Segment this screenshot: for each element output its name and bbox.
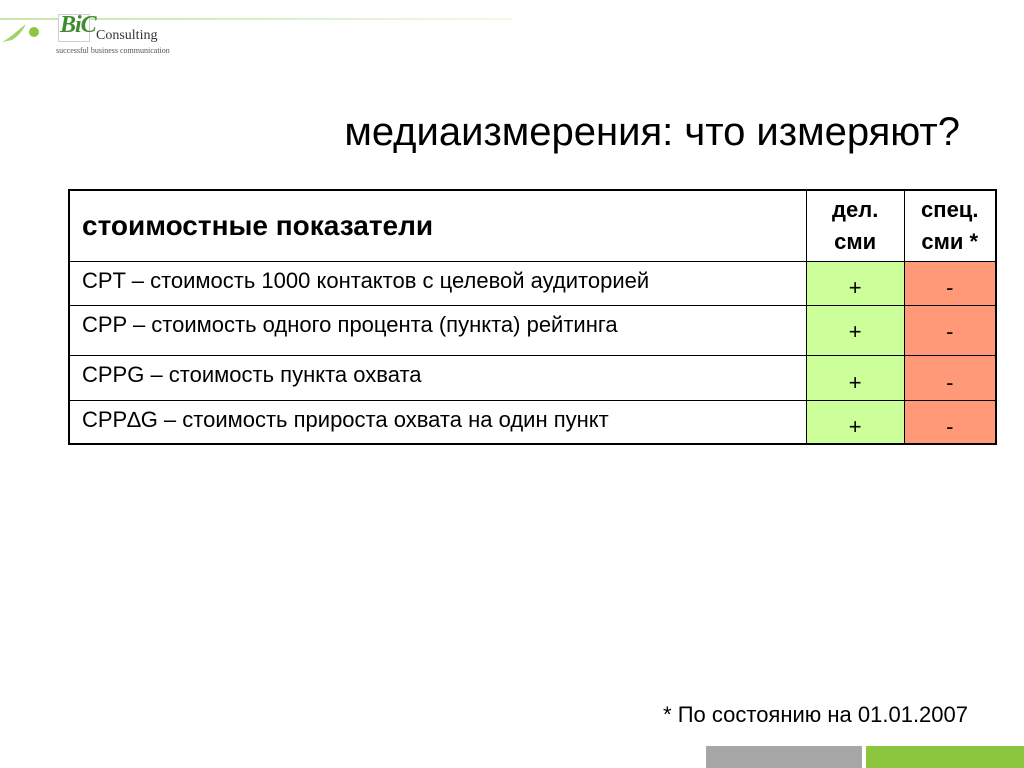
row-business-media-value: +	[806, 305, 904, 355]
table-row	[69, 355, 996, 400]
row-business-media-value: +	[806, 355, 904, 400]
table-row	[69, 400, 996, 444]
footnote: * По состоянию на 01.01.2007	[663, 702, 968, 727]
row-label: CPPG – стоимость пункта охвата	[69, 355, 806, 400]
footer-green-bar	[866, 746, 1024, 768]
table-header-business-media	[806, 190, 904, 261]
row-label: CPP – стоимость одного процента (пункта) рейтинга	[69, 305, 806, 355]
row-special-media-value: -	[904, 305, 996, 355]
row-label: CPT – стоимость 1000 контактов с целевой аудиторией	[69, 261, 806, 305]
header-col-b-line2: сми *	[921, 228, 979, 254]
logo-mark: BiC	[60, 12, 96, 38]
row-business-media-value: +	[806, 261, 904, 305]
slide-title: медиаизмерения: что измеряют?	[344, 110, 960, 154]
logo-tagline: successful business communication	[56, 46, 170, 55]
row-special-media-value: -	[904, 400, 996, 444]
company-logo	[0, 0, 520, 70]
row-special-media-value: -	[904, 355, 996, 400]
header-col-a-line1: дел.	[832, 196, 879, 222]
cost-metrics-table	[68, 189, 997, 445]
row-label: CPP∆G – стоимость прироста охвата на один пункт	[69, 400, 806, 444]
logo-swoosh-icon	[0, 20, 40, 46]
table-header-title: стоимостные показатели	[69, 190, 806, 261]
table-header-row	[69, 190, 996, 261]
table-header-special-media	[904, 190, 996, 261]
table-row	[69, 305, 996, 355]
header-col-a-line2: сми	[834, 228, 877, 254]
row-business-media-value: +	[806, 400, 904, 444]
row-special-media-value: -	[904, 261, 996, 305]
header-col-b-line1: спец.	[921, 196, 979, 222]
logo-company-name: Consulting	[96, 28, 158, 43]
footer-gray-bar	[706, 746, 862, 768]
table-row	[69, 261, 996, 305]
